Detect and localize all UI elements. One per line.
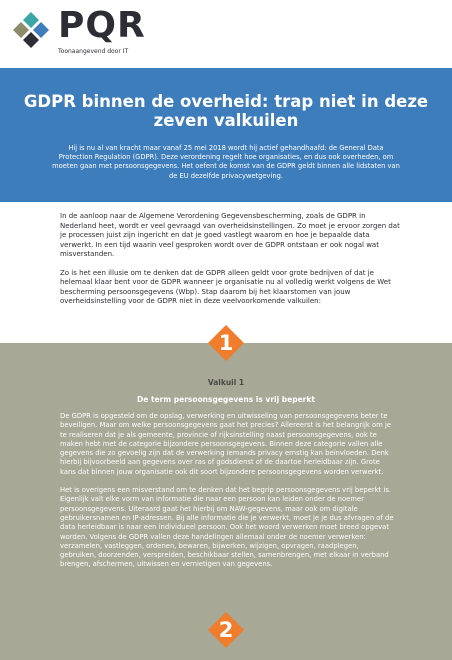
- pqr-logo-icon: [8, 10, 54, 50]
- pitfall-paragraph: Het is overigens een misverstand om te denken dat het begrip persoonsgegevens vrij beperkt is. Eigenlijk valt elke vorm van informatie die naar een persoon kan leiden onder de noemer persoonsgegevens. Uiteraard gaat het hierbij om NAW-gegevens, maar ook om digitale gebruikersnamen en IP-adressen. Bij alle informatie die je verwerkt, moet je je dus afvragen of de data herleidbaar is naar een individueel persoon. Ook het woord verwerken moet breed opgevat worden. Volgens de GDPR vallen deze handelingen allemaal onder de noemer verwerken: verzamelen, vastleggen, ordenen, bewaren, bijwerken, wijzigen, opvragen, raadplegen, gebruiken, doorzenden, verspreiden, beschikbaar stellen, samenbrengen, met elkaar in verband brengen, afschermen, uitwissen en vernietigen van gegevens.: [60, 486, 394, 569]
- pitfall-badge-2: [208, 612, 244, 648]
- brand-name: PQR: [58, 5, 146, 46]
- pitfall-badge-1: [208, 325, 244, 361]
- page-title: GDPR binnen de overheid: trap niet in deze zeven valkuilen: [23, 92, 429, 130]
- badge-number: 1: [218, 331, 234, 355]
- badge-number: 2: [218, 618, 234, 642]
- brand-tagline: Toonaangevend door IT: [58, 48, 129, 55]
- hero-intro: Hij is nu al van kracht maar vanaf 25 mei 2018 wordt hij actief gehandhaafd: de General Data Protection Regulation (GDPR). Deze verordening regelt hoe organisaties, en dus ook overheden, om moeten gaan met persoonsgegevens. Het oefent de komst van de GDPR geldt binnen alle lidstaten van de EU dezelfde privacywetgeving.: [52, 144, 400, 180]
- pitfall-kicker: Valkuil 1: [207, 378, 245, 387]
- hero-banner: [0, 68, 452, 202]
- pitfall-paragraph: De GDPR is opgesteld om de opslag, verwerking en uitwisseling van persoonsgegevens beter te beveiligen. Maar om welke persoonsgegevens gaat het precies? Allereerst is het belangrijk om je te realiseren dat je als gemeente, provincie of rijksinstelling naast persoonsgegevens, ook te maken hebt met de categorie bijzondere persoonsgegevens. Binnen deze categorie vallen alle gegevens die zo gevoelig zijn dat de verwerking iemands privacy ernstig kan beïnvloeden. Denk hierbij bijvoorbeeld aan gegevens over ras of godsdienst of de daartoe herleidbaar zijn. Grote kans dat binnen jouw organisatie ook dit soort bijzondere persoonsgegevens worden verwerkt.: [60, 412, 392, 476]
- intro-text: [60, 212, 400, 316]
- intro-paragraph: Zo is het een illusie om te denken dat de GDPR alleen geldt voor grote bedrijven of dat je helemaal klaar bent voor de GDPR wanneer je organisatie nu al volledig werkt volgens de Wet bescherming persoonsgegevens (Wbp). Stap daarom bij het klaarstomen van jouw overheidsinstelling voor de GDPR niet in deze veelvoorkomende valkuilen:: [60, 268, 391, 305]
- page-header: [0, 0, 452, 68]
- pitfall-heading: De term persoonsgegevens is vrij beperkt: [137, 395, 315, 404]
- intro-paragraph: In de aanloop naar de Algemene Verordening Gegevensbescherming, zoals de GDPR in Nederland heet, wordt er veel gevraagd van overheidsinstellingen. Zo moet je ervoor zorgen dat je processen juist zijn ingericht en dat je goed vastlegt waarom en hoe je bepaalde data verwerkt. In een tijd waarin veel gesproken wordt over de GDPR ontstaan er ook nogal wat misverstanden.: [60, 212, 400, 258]
- pitfall-body: [60, 412, 396, 579]
